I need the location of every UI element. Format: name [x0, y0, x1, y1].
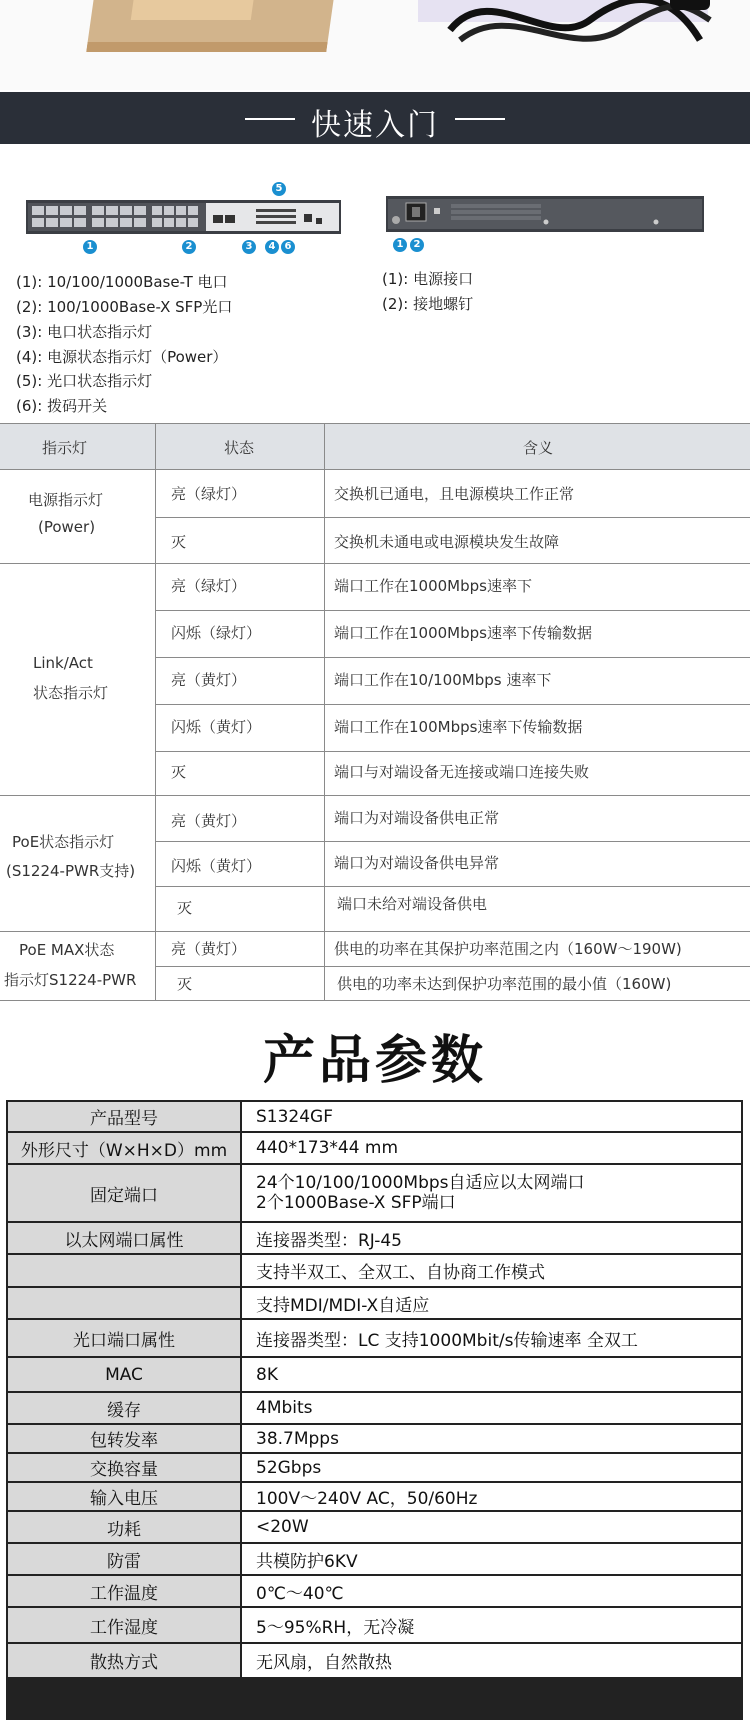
spec-value-line: 0℃～40℃: [256, 1583, 344, 1604]
front-legend-5: (5): 光口状态指示灯: [16, 372, 153, 390]
spec-value: [242, 1512, 741, 1542]
spec-value-line: 38.7Mpps: [256, 1428, 339, 1449]
spec-label: 产品型号: [8, 1102, 240, 1131]
spec-row: [8, 1425, 741, 1452]
spec-value-line: 24个10/100/1000Mbps自适应以太网端口: [256, 1173, 585, 1193]
spec-value-line: 连接器类型：LC 支持1000Mbit/s传输速率 全双工: [256, 1330, 638, 1351]
spec-value-line: 440*173*44 mm: [256, 1138, 399, 1158]
spec-row: [8, 1576, 741, 1606]
spec-label: 缓存: [8, 1393, 240, 1423]
spec-label: 光口端口属性: [8, 1320, 240, 1356]
led-meaning: 端口工作在1000Mbps速率下: [334, 577, 532, 595]
led-state: 亮（绿灯）: [171, 485, 247, 503]
spec-value: [242, 1425, 741, 1452]
spec-row: [8, 1644, 741, 1677]
led-state: 亮（黄灯）: [171, 940, 247, 958]
led-header-indicator: 指示灯: [42, 439, 88, 457]
spec-label: 输入电压: [8, 1483, 240, 1510]
led-state: 亮（黄灯）: [171, 812, 247, 830]
led-hline: [0, 931, 750, 932]
spec-label: 功耗: [8, 1512, 240, 1542]
front-legend-6: (6): 拨码开关: [16, 397, 108, 415]
product-photo-strip: [0, 0, 750, 90]
led-group-power-line2: (Power): [38, 518, 96, 536]
led-hline-inner: [156, 966, 750, 967]
spec-table: [6, 1100, 743, 1720]
spec-value-line: S1324GF: [256, 1106, 334, 1127]
spec-row: [8, 1358, 741, 1391]
spec-value-line: 5～95%RH，无冷凝: [256, 1617, 415, 1638]
spec-label: 包转发率: [8, 1425, 240, 1452]
led-meaning: 供电的功率在其保护功率范围之内（160W～190W): [334, 940, 682, 958]
led-hline-inner: [156, 841, 750, 842]
carton-box-image: [86, 0, 338, 52]
led-meaning: 交换机未通电或电源模块发生故障: [334, 533, 560, 551]
led-state: 闪烁（黄灯）: [171, 857, 262, 875]
led-header-state: 状态: [224, 439, 255, 457]
spec-value-line: 100V～240V AC，50/60Hz: [256, 1489, 478, 1509]
title-dash-right: [455, 118, 505, 120]
spec-value: [242, 1255, 741, 1286]
led-state: 灭: [171, 763, 187, 781]
params-title: 产品参数: [262, 1031, 487, 1091]
led-meaning: 端口工作在1000Mbps速率下传输数据: [334, 624, 592, 642]
led-indicator-table: [0, 423, 750, 1001]
front-callout-3: 3: [242, 240, 256, 254]
spec-value-line: 8K: [256, 1364, 278, 1385]
led-group-poemax-line2: 指示灯S1224-PWR: [4, 971, 137, 989]
spec-row: [8, 1393, 741, 1423]
power-cable-image: [430, 0, 730, 60]
led-meaning: 交换机已通电，且电源模块工作正常: [334, 485, 575, 503]
spec-row: [8, 1165, 741, 1221]
spec-value-line: 52Gbps: [256, 1457, 322, 1478]
spec-label: 散热方式: [8, 1644, 240, 1677]
led-hline-inner: [156, 610, 750, 611]
spec-value-line: 4Mbits: [256, 1398, 313, 1418]
front-callout-2: 2: [182, 240, 196, 254]
spec-value-line: 支持半双工、全双工、自协商工作模式: [256, 1263, 545, 1283]
rear-legend-1: (1): 电源接口: [382, 270, 474, 288]
spec-value: [242, 1223, 741, 1253]
led-group-poe-line2: (S1224-PWR支持): [6, 862, 136, 880]
spec-label: 防雷: [8, 1544, 240, 1574]
spec-value: [242, 1165, 741, 1221]
spec-row: [8, 1608, 741, 1642]
spec-value: [242, 1454, 741, 1481]
spec-value: [242, 1544, 741, 1574]
front-legend-4: (4): 电源状态指示灯（Power）: [16, 348, 228, 366]
spec-value-line: 支持MDI/MDI-X自适应: [256, 1295, 430, 1316]
spec-label: MAC: [8, 1358, 240, 1391]
led-meaning: 端口为对端设备供电异常: [334, 854, 500, 872]
spec-value: [242, 1644, 741, 1677]
led-group-power-line1: 电源指示灯: [28, 491, 104, 509]
rear-callout-2: 2: [410, 238, 424, 252]
spec-label: 工作湿度: [8, 1608, 240, 1642]
led-group-poemax-line1: PoE MAX状态: [19, 941, 115, 959]
led-hline: [0, 795, 750, 796]
spec-value: [242, 1133, 741, 1163]
spec-row: [8, 1288, 741, 1318]
spec-value: [242, 1393, 741, 1423]
led-vline-1: [155, 423, 156, 1001]
spec-value: [242, 1358, 741, 1391]
led-hline-inner: [156, 886, 750, 887]
led-state: 闪烁（绿灯）: [171, 624, 262, 642]
front-callout-1: 1: [83, 240, 97, 254]
led-vline-2: [324, 423, 325, 1001]
front-callout-4: 4: [265, 240, 279, 254]
led-state: 灭: [171, 533, 187, 551]
spec-value: [242, 1102, 741, 1131]
led-state: 闪烁（黄灯）: [171, 718, 262, 736]
spec-value: [242, 1483, 741, 1510]
led-group-poe-line1: PoE状态指示灯: [12, 833, 115, 851]
spec-value: [242, 1288, 741, 1318]
led-meaning: 端口工作在10/100Mbps 速率下: [334, 671, 552, 689]
led-hline-inner: [156, 751, 750, 752]
led-hline: [0, 563, 750, 564]
front-legend-1: (1): 10/100/1000Base-T 电口: [16, 273, 228, 291]
spec-row: [8, 1255, 741, 1286]
led-meaning: 端口未给对端设备供电: [337, 895, 488, 913]
led-hline-bottom: [0, 1000, 750, 1001]
led-group-link-line1: Link/Act: [33, 654, 93, 672]
spec-row: [8, 1512, 741, 1542]
led-state: 灭: [177, 899, 193, 917]
spec-label: 交换容量: [8, 1454, 240, 1481]
led-state: 亮（黄灯）: [171, 671, 247, 689]
spec-value-line: 2个1000Base-X SFP端口: [256, 1193, 456, 1213]
spec-value-line: 无风扇，自然散热: [256, 1653, 392, 1673]
led-state: 灭: [177, 975, 193, 993]
spec-label: 以太网端口属性: [8, 1223, 240, 1253]
led-hline-inner: [156, 657, 750, 658]
led-group-link-line2: 状态指示灯: [33, 684, 109, 702]
led-state: 亮（绿灯）: [171, 577, 247, 595]
led-hline-inner: [156, 517, 750, 518]
front-legend-2: (2): 100/1000Base-X SFP光口: [16, 298, 233, 316]
led-meaning: 端口工作在100Mbps速率下传输数据: [334, 718, 583, 736]
spec-value-line: <20W: [256, 1517, 309, 1537]
led-header-meaning: 含义: [523, 439, 554, 457]
led-hline-top: [0, 423, 750, 424]
spec-row: [8, 1223, 741, 1253]
rear-panel-diagram: [386, 196, 704, 250]
rear-panel-illustration: [386, 196, 704, 232]
spec-label: 工作温度: [8, 1576, 240, 1606]
led-hline-inner: [156, 704, 750, 705]
spec-row: [8, 1320, 741, 1356]
spec-value: [242, 1608, 741, 1642]
spec-label: 固定端口: [8, 1165, 240, 1221]
spec-value-line: 共模防护6KV: [256, 1551, 358, 1572]
front-panel-diagram: [26, 183, 341, 252]
led-meaning: 供电的功率未达到保护功率范围的最小值（160W): [337, 975, 672, 993]
spec-value: [242, 1576, 741, 1606]
rear-callout-1: 1: [393, 238, 407, 252]
front-callout-5: 5: [272, 182, 286, 196]
spec-label: [8, 1255, 240, 1286]
spec-row: [8, 1544, 741, 1574]
quick-start-title: 快速入门: [311, 108, 439, 143]
front-panel-illustration: [26, 200, 341, 234]
front-legend-3: (3): 电口状态指示灯: [16, 323, 153, 341]
spec-value: [242, 1320, 741, 1356]
spec-row: [8, 1483, 741, 1510]
led-meaning: 端口为对端设备供电正常: [334, 809, 500, 827]
spec-label: [8, 1288, 240, 1318]
spec-row: [8, 1102, 741, 1131]
led-meaning: 端口与对端设备无连接或端口连接失败: [334, 763, 590, 781]
spec-value-line: 连接器类型：RJ-45: [256, 1230, 402, 1251]
led-hline: [0, 469, 750, 470]
spec-label: 外形尺寸（W×H×D）mm: [8, 1133, 240, 1163]
spec-row: [8, 1454, 741, 1481]
rear-legend-2: (2): 接地螺钉: [382, 295, 474, 313]
quick-start-band: [0, 92, 750, 144]
front-callout-6: 6: [281, 240, 295, 254]
spec-row: [8, 1133, 741, 1163]
